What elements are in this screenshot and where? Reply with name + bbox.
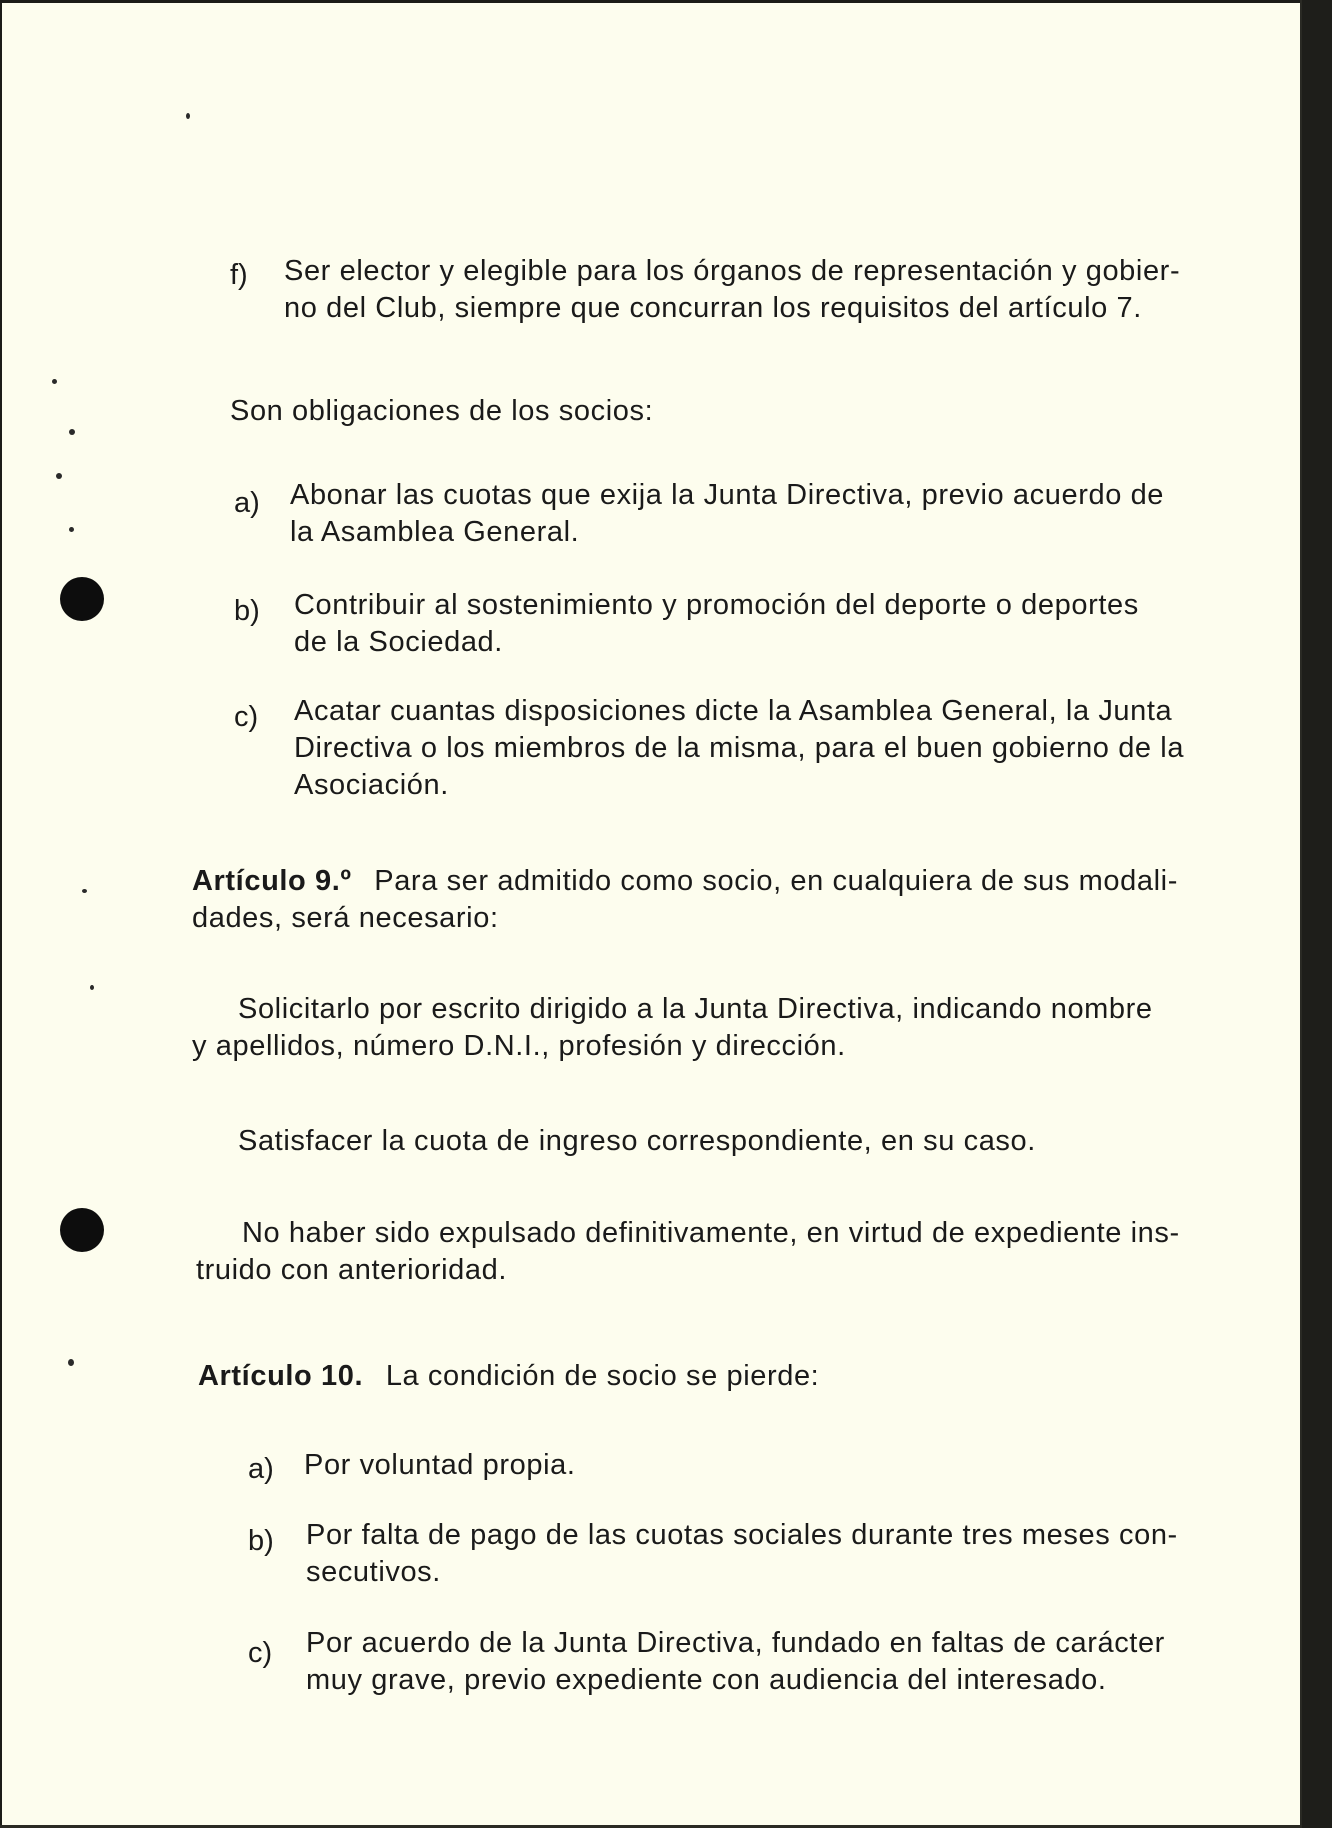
rights-item-f-line1: Ser elector y elegible para los órganos de representación y gobier- [284,255,1181,287]
article-10-first-line [198,1358,819,1395]
item-label: c) [234,701,259,733]
obligation-b-line1: Contribuir al sostenimiento y promoción del deporte o deportes [294,589,1139,621]
item-label: a) [234,487,260,519]
item-label: b) [234,595,260,627]
article-9-para1-line1: Solicitarlo por escrito dirigido a la Junta Directiva, indicando nombre [238,993,1153,1025]
article-9-para2: Satisfacer la cuota de ingreso correspondiente, en su caso. [238,1125,1036,1157]
speck-mark [52,379,57,384]
article-9-para1-line2: y apellidos, número D.N.I., profesión y dirección. [192,1030,846,1062]
obligation-c-line1: Acatar cuantas disposiciones dicte la Asamblea General, la Junta [294,695,1173,727]
obligation-a-line1: Abonar las cuotas que exija la Junta Directiva, previo acuerdo de [290,479,1165,511]
obligation-a-line2: la Asamblea General. [290,516,580,548]
article-9-first-line [192,863,1178,900]
speck-mark [82,889,87,893]
speck-mark [56,473,62,479]
item-label: c) [248,1637,273,1669]
article-10-heading: Artículo 10. [198,1360,364,1392]
item-label: b) [248,1525,274,1557]
speck-mark [90,985,94,990]
speck-mark [69,527,74,532]
article-9-para3-line1: No haber sido expulsado definitivamente, en virtud de expediente ins- [242,1217,1180,1249]
article-9-para3-line2: truido con anterioridad. [196,1254,508,1286]
item-label: f) [230,259,248,291]
article-9-line2: dades, será necesario: [192,902,499,934]
obligation-c-line2: Directiva o los miembros de la misma, para el buen gobierno de la [294,732,1185,764]
scan-edge [1302,0,1332,1828]
obligation-b-line2: de la Sociedad. [294,626,503,658]
item-label: a) [248,1453,274,1485]
loss-c-line2: muy grave, previo expediente con audiencia del interesado. [306,1664,1107,1696]
speck-mark [68,1359,74,1366]
punch-hole-icon [60,1208,104,1252]
loss-a-line1: Por voluntad propia. [304,1449,576,1481]
punch-hole-icon [60,577,104,621]
loss-b-line2: secutivos. [306,1556,441,1588]
obligation-c-line3: Asociación. [294,769,449,801]
loss-b-line1: Por falta de pago de las cuotas sociales durante tres meses con- [306,1519,1178,1551]
rights-item-f-line2: no del Club, siempre que concurran los requisitos del artículo 7. [284,292,1142,324]
article-9-line1: Para ser admitido como socio, en cualquiera de sus modali- [374,865,1178,897]
loss-c-line1: Por acuerdo de la Junta Directiva, fundado en faltas de carácter [306,1627,1165,1659]
speck-mark [69,429,75,435]
article-10-intro: La condición de socio se pierde: [385,1360,820,1392]
article-9-heading: Artículo 9.º [192,865,352,897]
speck-mark [186,113,190,119]
obligations-intro: Son obligaciones de los socios: [230,395,654,427]
